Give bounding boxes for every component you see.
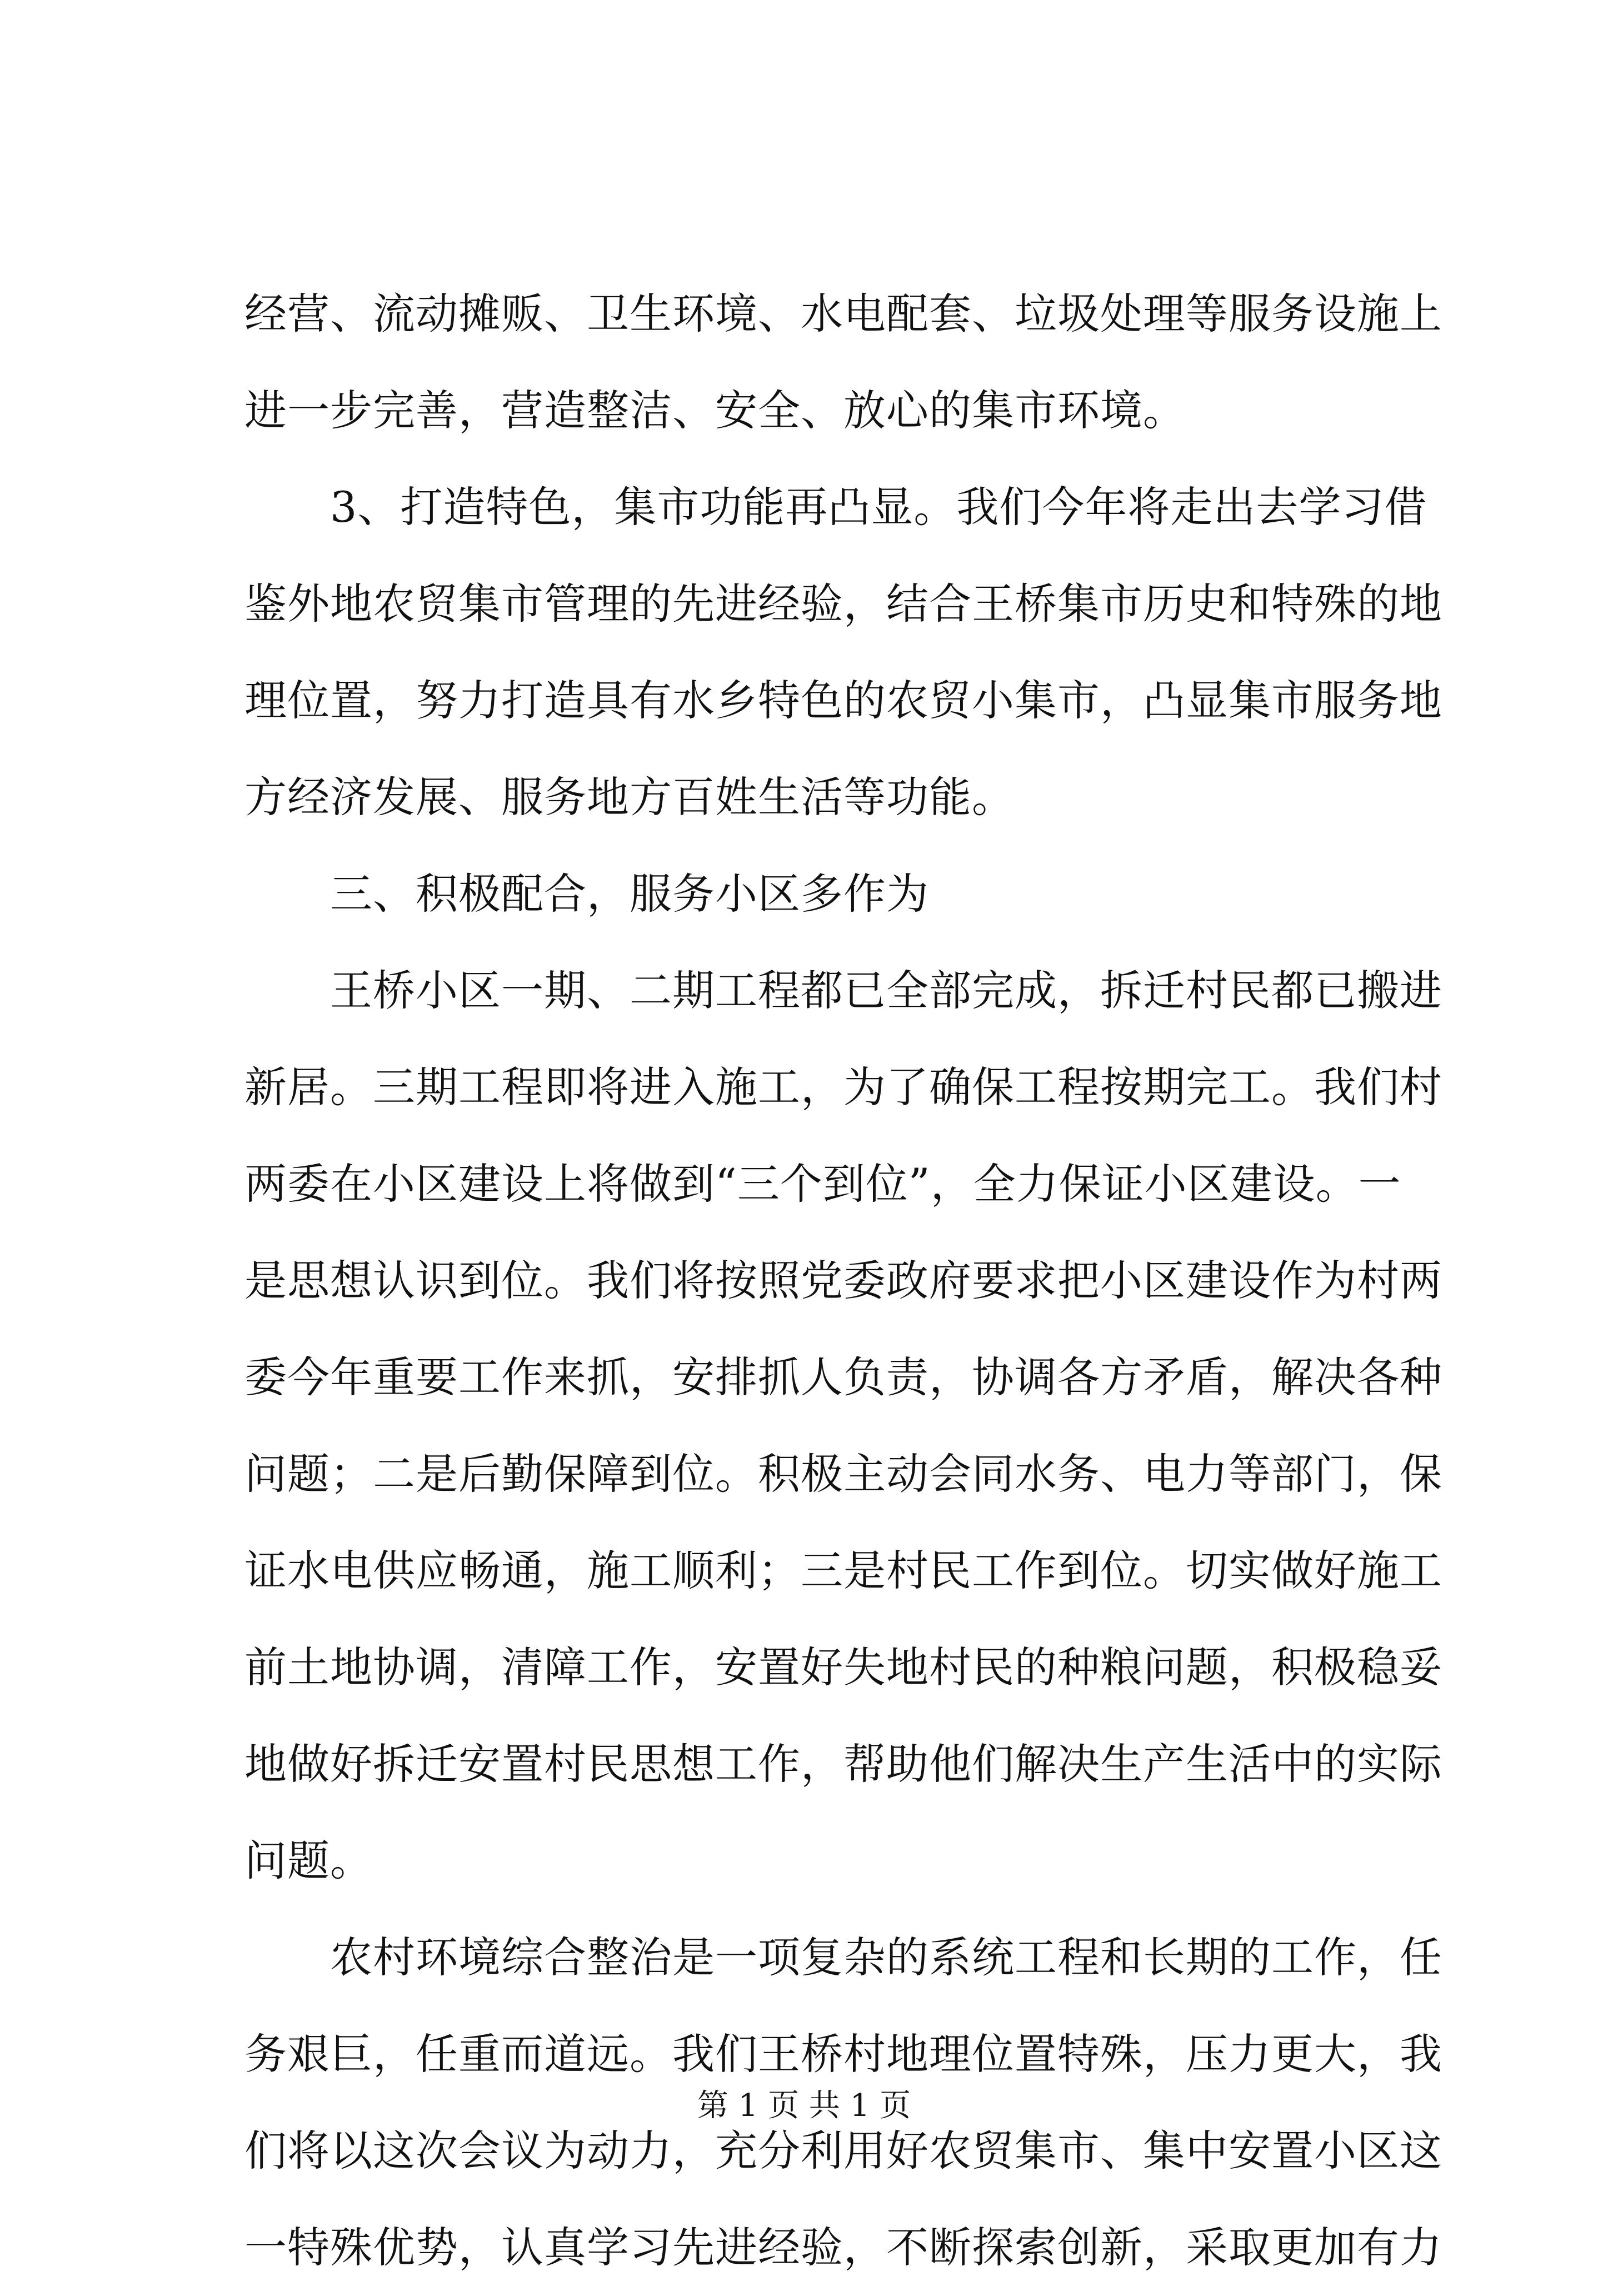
page-footer: 第 1 页 共 1 页 <box>697 2088 911 2124</box>
text-line: 理位置，努力打造具有水乡特色的农贸小集市，凸显集市服务地 <box>244 676 1442 725</box>
text-line: 前土地协调，清障工作，安置好失地村民的种粮问题，积极稳妥 <box>244 1643 1442 1692</box>
text-line: 一特殊优势，认真学习先进经验，不断探索创新，采取更加有力 <box>244 2223 1442 2272</box>
text-line: 两委在小区建设上将做到“三个到位”，全力保证小区建设。一 <box>244 1159 1401 1209</box>
text-line: 农村环境综合整治是一项复杂的系统工程和长期的工作，任 <box>244 1933 1442 1982</box>
text-line: 进一步完善，营造整洁、安全、放心的集市环境。 <box>244 386 1186 435</box>
text-line: 鉴外地农贸集市管理的先进经验，结合王桥集市历史和特殊的地 <box>244 579 1442 628</box>
text-line: 三、积极配合，服务小区多作为 <box>244 869 929 919</box>
text-line: 委今年重要工作来抓，安排抓人负责，协调各方矛盾，解决各种 <box>244 1352 1442 1402</box>
text-line: 们将以这次会议为动力，充分利用好农贸集市、集中安置小区这 <box>244 2126 1442 2175</box>
text-line: 问题。 <box>244 1836 373 1885</box>
text-line: 新居。三期工程即将进入施工，为了确保工程按期完工。我们村 <box>244 1062 1442 1112</box>
text-line: 3、打造特色，集市功能再凸显。我们今年将走出去学习借 <box>244 482 1427 532</box>
text-line: 方经济发展、服务地方百姓生活等功能。 <box>244 772 1015 822</box>
text-line: 问题；二是后勤保障到位。积极主动会同水务、电力等部门，保 <box>244 1449 1442 1499</box>
text-line: 经营、流动摊贩、卫生环境、水电配套、垃圾处理等服务设施上 <box>244 289 1442 338</box>
text-line: 是思想认识到位。我们将按照党委政府要求把小区建设作为村两 <box>244 1256 1442 1305</box>
text-line: 王桥小区一期、二期工程都已全部完成，拆迁村民都已搬进 <box>244 966 1442 1015</box>
document-body <box>244 266 1442 2296</box>
text-line: 务艰巨，任重而道远。我们王桥村地理位置特殊，压力更大，我 <box>244 2029 1442 2079</box>
text-line: 证水电供应畅通，施工顺利；三是村民工作到位。切实做好施工 <box>244 1546 1442 1595</box>
text-line: 地做好拆迁安置村民思想工作，帮助他们解决生产生活中的实际 <box>244 1739 1442 1789</box>
